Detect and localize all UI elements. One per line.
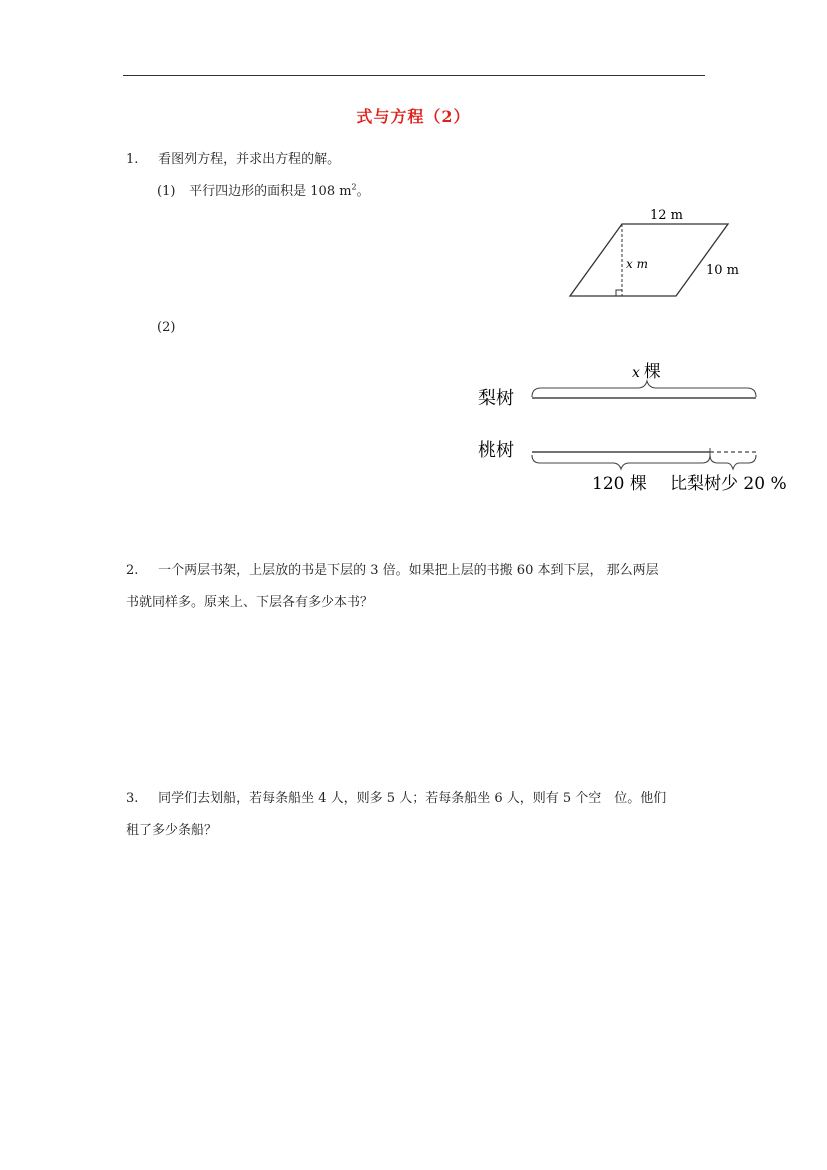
page-title: 式与方程（2） bbox=[356, 107, 471, 126]
question-2-continuation bbox=[126, 591, 373, 610]
question-3-line-1: 同学们去划船，若每条船坐 4 人，则多 5 人；若每条船坐 6 人，则有 5 个空 位。他们 bbox=[158, 791, 667, 806]
question-1-number: 1. bbox=[126, 152, 139, 167]
pear-brace bbox=[532, 381, 756, 397]
slant-side-label: 10 m bbox=[706, 263, 740, 278]
right-angle-marker bbox=[616, 290, 622, 296]
x-variable-label: x 棵 bbox=[632, 362, 661, 382]
height-label: x m bbox=[626, 257, 648, 271]
parallelogram-shape bbox=[570, 224, 728, 296]
right-bottom-brace bbox=[710, 455, 756, 469]
part-1-text: 平行四边形的面积是 108 m bbox=[189, 184, 352, 199]
question-2-line-2: 书就同样多。原来上、下层各有多少本书？ bbox=[126, 595, 374, 610]
part-1-text-end: 。 bbox=[356, 184, 370, 199]
question-1 bbox=[126, 148, 340, 167]
part-2-label: (2) bbox=[157, 320, 176, 335]
question-1-part-1 bbox=[157, 180, 370, 199]
tree-comparison-figure bbox=[475, 355, 805, 495]
question-2-line-1: 一个两层书架，上层放的书是下层的 3 倍。如果把上层的书搬 60 本到下层， 那么两层 bbox=[158, 563, 659, 578]
question-2-number: 2. bbox=[126, 563, 139, 578]
left-bottom-brace bbox=[532, 455, 710, 469]
peach-label: 桃树 bbox=[478, 440, 514, 461]
area-unit-superscript: 2 bbox=[351, 182, 357, 192]
question-3-number: 3. bbox=[126, 791, 139, 806]
pear-label: 梨树 bbox=[478, 388, 514, 409]
question-1-part-2 bbox=[157, 320, 175, 335]
parallelogram-figure bbox=[560, 200, 790, 310]
question-2 bbox=[126, 559, 659, 578]
top-side-label: 12 m bbox=[650, 208, 684, 223]
question-1-text: 看图列方程，并求出方程的解。 bbox=[158, 152, 341, 167]
question-3-line-2: 租了多少条船？ bbox=[126, 823, 218, 838]
question-3 bbox=[126, 787, 666, 806]
peach-count-label: 120 棵 bbox=[592, 474, 647, 494]
difference-label: 比梨树少 20 % bbox=[670, 474, 787, 494]
part-1-label: (1) bbox=[157, 184, 176, 199]
question-3-continuation bbox=[126, 819, 217, 838]
header-rule bbox=[123, 75, 705, 76]
